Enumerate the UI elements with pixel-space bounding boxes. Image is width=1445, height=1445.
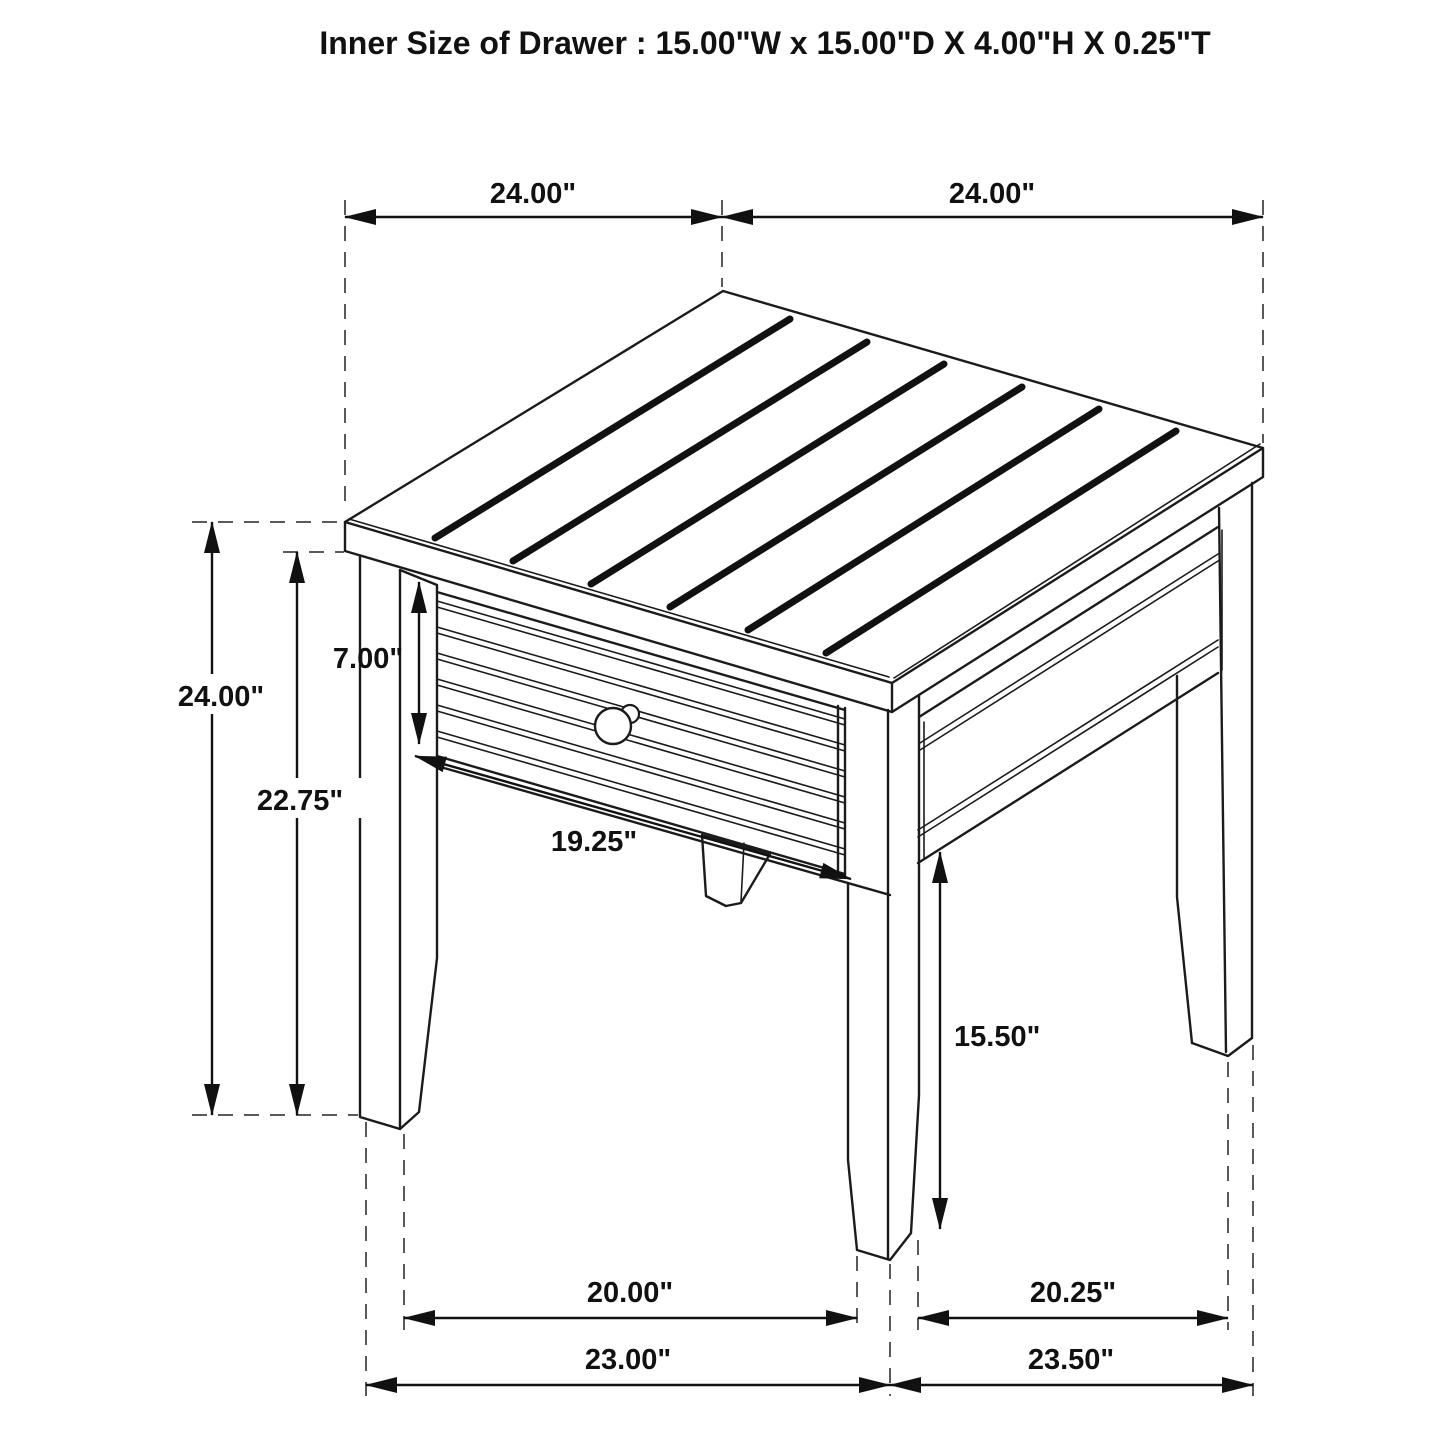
dim-label-top-depth: 24.00" (948, 178, 1036, 210)
front-leg (848, 695, 919, 1260)
drawing-title: Inner Size of Drawer : 15.00"W x 15.00"D X 4.00"H X 0.25"T (319, 25, 1211, 61)
drawer-knob (595, 705, 639, 744)
dimension-labels (158, 25, 1211, 1376)
drawer-front (437, 592, 890, 895)
dim-label-side-leg-span: 20.25" (1029, 1277, 1117, 1309)
dim-label-drawer-face-width: 19.25" (550, 826, 638, 858)
dim-label-drawer-face-height: 7.00" (332, 643, 404, 675)
dim-label-front-leg-span: 20.00" (586, 1277, 674, 1309)
dimension-arrows (212, 217, 1263, 1385)
right-leg (1177, 483, 1252, 1056)
left-leg (360, 556, 437, 1129)
dim-label-base-width: 23.00" (584, 1344, 672, 1376)
tabletop (345, 291, 1263, 712)
dim-label-overall-height: 24.00" (177, 681, 265, 713)
dim-label-leg-clearance: 15.50" (954, 1021, 1041, 1053)
dim-label-apron-floor-height: 22.75" (256, 785, 344, 817)
dim-label-top-width: 24.00" (489, 178, 577, 210)
dim-label-base-depth: 23.50" (1027, 1344, 1115, 1376)
